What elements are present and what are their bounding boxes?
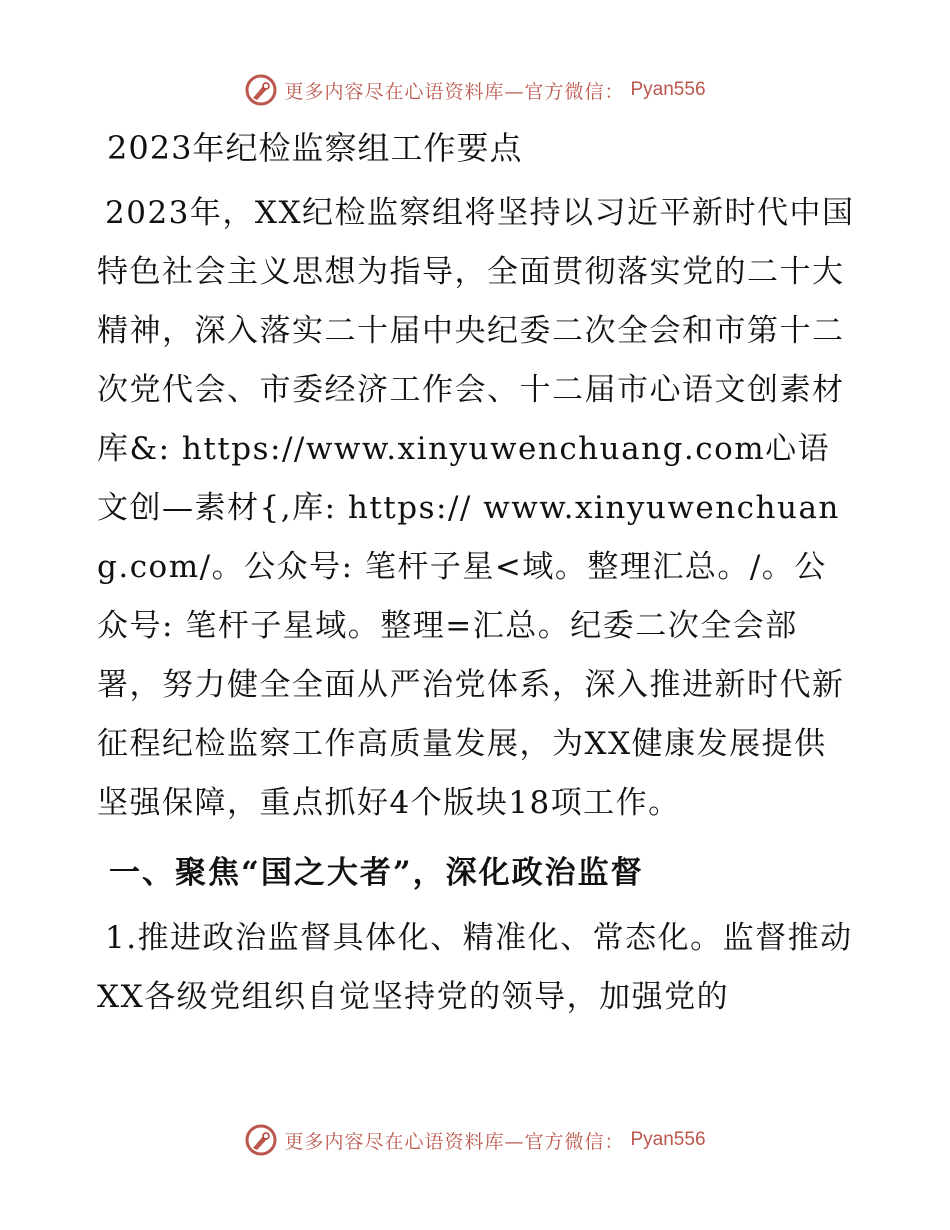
paragraph-item-1: 1.推进政治监督具体化、精准化、常态化。监督推动XX各级党组织自觉坚持党的领导，加强党的 bbox=[97, 920, 853, 1015]
watermark-text: 更多内容尽在心语资料库—官方微信： bbox=[284, 80, 625, 103]
document-body bbox=[97, 122, 857, 1035]
watermark-text: 更多内容尽在心语资料库—官方微信： bbox=[284, 1130, 625, 1153]
pen-logo-icon bbox=[244, 73, 278, 107]
pen-logo-icon bbox=[244, 1123, 278, 1157]
watermark-banner-top bbox=[0, 70, 950, 110]
watermark-wechat-id: Pyan556 bbox=[630, 1129, 706, 1150]
watermark-wechat-id: Pyan556 bbox=[630, 79, 706, 100]
section-heading-1: 一、聚焦“国之大者”，深化政治监督 bbox=[109, 855, 644, 891]
watermark-banner-bottom bbox=[0, 1120, 950, 1160]
document-title: 2023年纪检监察组工作要点 bbox=[107, 129, 523, 167]
paragraph-intro: 2023年，XX纪检监察组将坚持以习近平新时代中国特色社会主义思想为指导，全面贯彻落实党的二十大精神，深入落实二十届中央纪委二次全会和市第十二次党代会、市委经济工作会、十二届市心语文创素材库&: https://www.xinyuwenchuang.com心语文创—素材{,库: https:// www.xinyuwenchuang.com/。公众号: 笔杆子星<域。整理汇总。/。公众号: 笔杆子星域。整理=汇总。纪委二次全会部署，努力健全全面从严治党体系，深入推进新时代新征程纪检监察工作高质量发展，为XX健康发展提供坚强保障，重点抓好4个版块18项工作。 bbox=[97, 195, 855, 821]
